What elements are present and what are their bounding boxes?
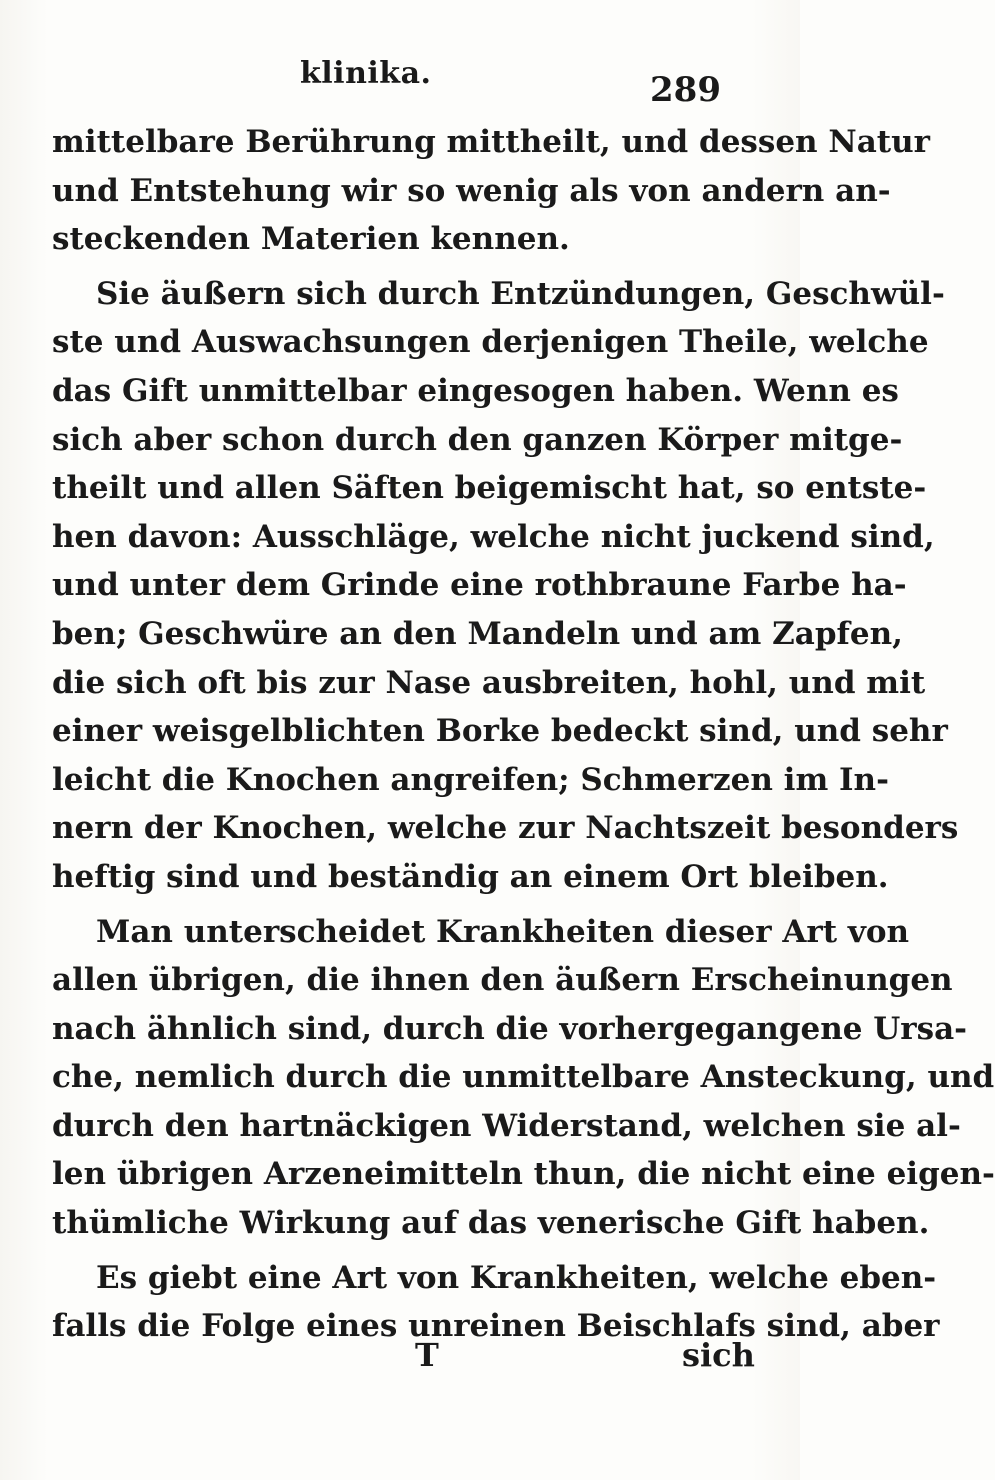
paragraph-2 — [52, 270, 959, 902]
text-line: Es giebt eine Art von Krankheiten, welche eben- — [96, 1259, 937, 1296]
text-line: nach ähnlich sind, durch die vorhergegangene Ursa- — [52, 1010, 968, 1047]
body-text — [52, 118, 995, 1351]
paragraph-1 — [52, 118, 930, 264]
text-line: leicht die Knochen angreifen; Schmerzen im In- — [52, 761, 889, 798]
text-line: die sich oft bis zur Nase ausbreiten, hohl, und mit — [52, 664, 926, 701]
text-line: che, nemlich durch die unmittelbare Ansteckung, und — [52, 1059, 995, 1096]
text-line: ste und Auswachsungen derjenigen Theile, welche — [52, 324, 929, 361]
text-line: Sie äußern sich durch Entzündungen, Geschwül- — [96, 275, 945, 312]
text-line: heftig sind und beständig an einem Ort bleiben. — [52, 858, 889, 895]
catchword: sich — [682, 1336, 755, 1374]
text-line: hen davon: Ausschläge, welche nicht juckend sind, — [52, 518, 935, 555]
text-line: len übrigen Arzeneimitteln thun, die nicht eine eigen- — [52, 1156, 995, 1193]
text-line: steckenden Materien kennen. — [52, 221, 570, 258]
text-line: mittelbare Berührung mittheilt, und dessen Natur — [52, 124, 930, 160]
page-footer — [0, 1336, 800, 1386]
text-line: thümliche Wirkung auf das venerische Gift haben. — [52, 1205, 930, 1242]
text-line: nern der Knochen, welche zur Nachtszeit besonders — [52, 810, 959, 847]
text-line: allen übrigen, die ihnen den äußern Erscheinungen — [52, 962, 953, 999]
text-line: falls die Folge eines unreinen Beischlafs sind, aber — [52, 1308, 940, 1345]
signature-mark: T — [415, 1336, 439, 1374]
text-line: und unter dem Grinde eine rothbraune Farbe ha- — [52, 567, 907, 604]
page-number: 289 — [650, 70, 721, 110]
text-line: sich aber schon durch den ganzen Körper mitge- — [52, 421, 903, 458]
text-line: und Entstehung wir so wenig als von andern an- — [52, 172, 891, 209]
paragraph-3 — [52, 908, 995, 1248]
text-line: einer weisgelblichten Borke bedeckt sind, und sehr — [52, 713, 948, 750]
text-line: ben; Geschwüre an den Mandeln und am Zapfen, — [52, 615, 903, 652]
text-line: durch den hartnäckigen Widerstand, welchen sie al- — [52, 1107, 961, 1144]
text-line: Man unterscheidet Krankheiten dieser Art von — [96, 913, 910, 950]
running-head-title: klinika. — [300, 56, 432, 91]
text-line: theilt und allen Säften beigemischt hat, so entste- — [52, 470, 927, 507]
running-head — [0, 56, 800, 110]
text-line: das Gift unmittelbar eingesogen haben. Wenn es — [52, 372, 899, 409]
